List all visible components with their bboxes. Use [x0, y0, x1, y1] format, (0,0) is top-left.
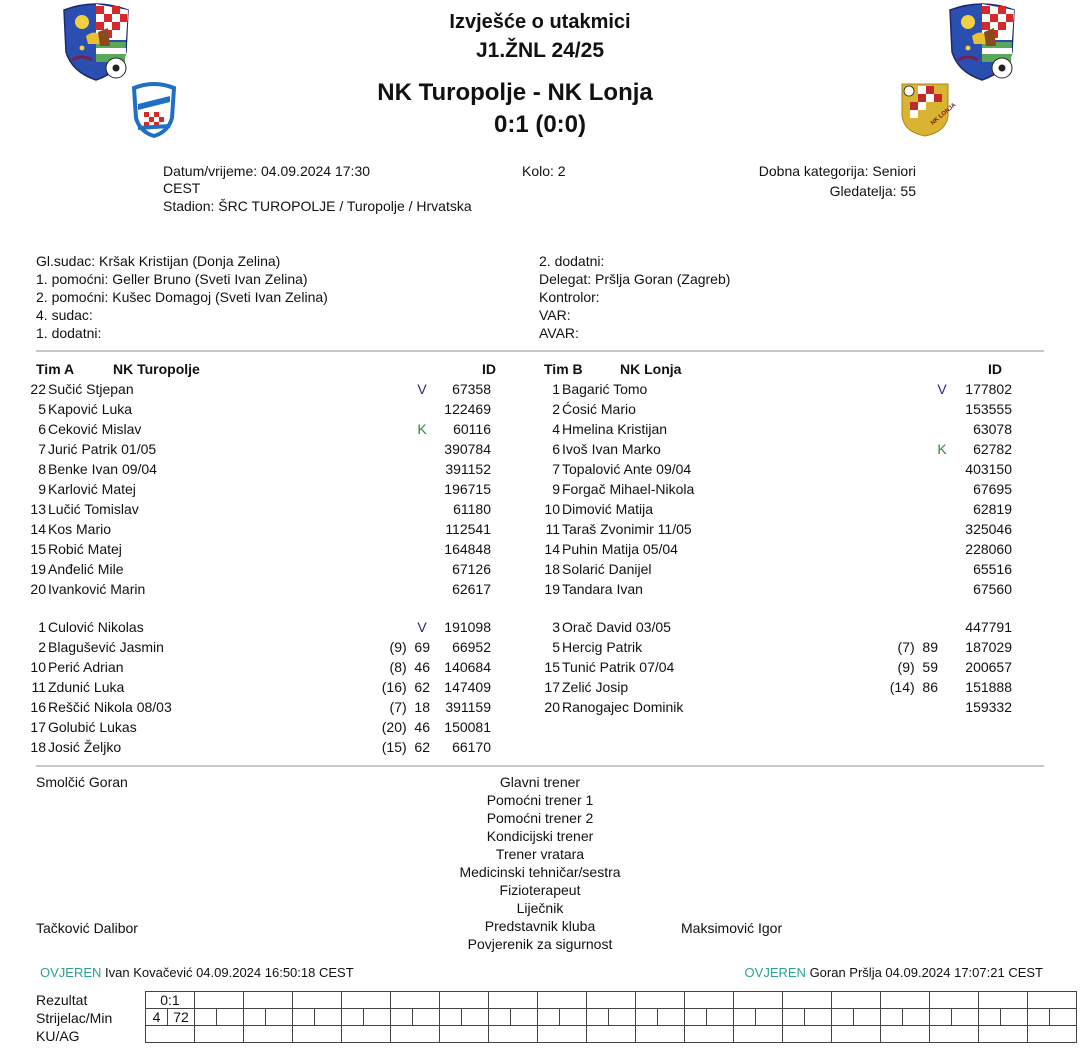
- result-cell: [733, 992, 782, 1009]
- player-row: [532, 479, 1012, 499]
- player-id: 63078: [973, 421, 1012, 437]
- staff-role: Predstavnik kluba: [484, 918, 596, 934]
- cards-cell: [929, 1026, 978, 1043]
- player-row: [532, 459, 1012, 479]
- result-cell: [243, 992, 292, 1009]
- substitution-info: (14) 86: [889, 679, 938, 695]
- player-number: 11: [31, 679, 46, 695]
- player-name: Solarić Danijel: [562, 561, 652, 577]
- scorer-cell: [243, 1009, 265, 1026]
- player-number: 7: [552, 461, 560, 477]
- scorer-cell: [488, 1009, 510, 1026]
- player-id: 325046: [965, 521, 1012, 537]
- scorer-cell: [537, 1009, 559, 1026]
- player-id: 196715: [444, 481, 491, 497]
- result-cell: [439, 992, 488, 1009]
- yellow-red-cards-label: KU/AG: [36, 1028, 80, 1044]
- player-name: Tunić Patrik 07/04: [562, 659, 675, 675]
- result-label: Rezultat: [36, 992, 88, 1008]
- cards-cell: [635, 1026, 684, 1043]
- scorer-minute-label: Strijelac/Min: [36, 1010, 113, 1026]
- player-id: 177802: [965, 381, 1012, 397]
- result-cell: [831, 992, 880, 1009]
- player-id: 200657: [965, 659, 1012, 675]
- result-cell: [586, 992, 635, 1009]
- player-number: 20: [30, 581, 46, 597]
- result-row: [146, 992, 1077, 1009]
- player-name: Ivanković Marin: [48, 581, 146, 597]
- staff-role: Glavni trener: [499, 774, 581, 790]
- cards-cell: [1027, 1026, 1076, 1043]
- minute-cell: [657, 1009, 684, 1026]
- cards-cell: [831, 1026, 880, 1043]
- player-number: 10: [544, 501, 560, 517]
- result-cell: 0:1: [146, 992, 195, 1009]
- player-row: [18, 717, 498, 737]
- player-number: 1: [552, 381, 560, 397]
- minute-cell: [1049, 1009, 1076, 1026]
- substitution-info: (7) 89: [897, 639, 938, 655]
- player-row: [532, 499, 1012, 519]
- match-score: 0:1 (0:0): [493, 111, 587, 138]
- home-club-representative: Tačković Dalibor: [36, 920, 138, 936]
- result-cell: [929, 992, 978, 1009]
- player-id: 447791: [965, 619, 1012, 635]
- player-name: Golubić Lukas: [48, 719, 137, 735]
- player-id: 391159: [445, 699, 491, 715]
- player-id: 187029: [965, 639, 1012, 655]
- match-round: Kolo: 2: [522, 163, 566, 179]
- player-row: [18, 479, 498, 499]
- player-number: 14: [544, 541, 560, 557]
- minute-cell: [902, 1009, 929, 1026]
- cards-cell: [341, 1026, 390, 1043]
- player-row: [18, 379, 498, 399]
- goalkeeper-marker: V: [937, 381, 947, 397]
- player-name: Kos Mario: [48, 521, 112, 537]
- player-row: [18, 499, 498, 519]
- substitution-info: (9) 59: [897, 659, 938, 675]
- player-number: 16: [30, 699, 46, 715]
- player-row: [18, 439, 498, 459]
- player-number: 14: [30, 521, 46, 537]
- player-id: 60116: [453, 421, 491, 437]
- result-cell: [635, 992, 684, 1009]
- staff-role: Pomoćni trener 2: [486, 810, 594, 826]
- scorer-cell: [390, 1009, 412, 1026]
- team-b-id-header: ID: [988, 361, 1002, 377]
- scorer-cell: [880, 1009, 902, 1026]
- minute-cell: 72: [168, 1009, 195, 1026]
- player-number: 5: [552, 639, 560, 655]
- player-row: [18, 399, 498, 419]
- player-number: 11: [545, 521, 560, 537]
- player-number: 6: [552, 441, 560, 457]
- scorer-cell: [292, 1009, 314, 1026]
- scorer-cell: [439, 1009, 461, 1026]
- player-name: Reščić Nikola 08/03: [48, 699, 172, 715]
- player-name: Ivoš Ivan Marko: [562, 441, 661, 457]
- match-teams: [0, 78, 1030, 108]
- goalkeeper-marker: V: [417, 381, 427, 397]
- minute-cell: [609, 1009, 636, 1026]
- player-number: 2: [552, 401, 560, 417]
- official-line: 2. pomoćni: Kušec Domagoj (Sveti Ivan Zelina): [36, 289, 328, 305]
- player-id: 67358: [452, 381, 491, 397]
- player-row: [532, 519, 1012, 539]
- player-row: [532, 617, 1012, 637]
- officials-left: [36, 252, 328, 342]
- age-category: Dobna kategorija: Seniori: [758, 163, 916, 179]
- player-id: 67695: [973, 481, 1012, 497]
- result-cell: [782, 992, 831, 1009]
- cards-cell: [488, 1026, 537, 1043]
- player-row: [532, 637, 1012, 657]
- result-cell: [341, 992, 390, 1009]
- team-a-label: Tim A: [36, 361, 75, 377]
- player-row: [18, 677, 498, 697]
- player-row: [532, 657, 1012, 677]
- scorer-cell: [978, 1009, 1000, 1026]
- svg-text:NK LONJA: NK LONJA: [930, 102, 958, 127]
- player-name: Zdunić Luka: [48, 679, 125, 695]
- substitution-info: (15) 62: [381, 739, 430, 755]
- player-name: Josić Željko: [48, 739, 122, 755]
- player-row: [532, 677, 1012, 697]
- team-a-name: NK Turopolje: [113, 361, 200, 377]
- player-name: Puhin Matija 05/04: [562, 541, 678, 557]
- player-name: Perić Adrian: [48, 659, 124, 675]
- player-name: Bagarić Tomo: [562, 381, 648, 397]
- player-name: Sučić Stjepan: [48, 381, 134, 397]
- scorer-cell: [586, 1009, 608, 1026]
- cards-cell: [537, 1026, 586, 1043]
- cards-cell: [586, 1026, 635, 1043]
- player-row: [532, 697, 1012, 717]
- player-name: Zelić Josip: [562, 679, 629, 695]
- attendance: Gledatelja: 55: [829, 183, 916, 199]
- minute-cell: [804, 1009, 831, 1026]
- staff-role: Povjerenik za sigurnost: [467, 936, 613, 952]
- scorer-cell: [684, 1009, 706, 1026]
- player-row: [532, 559, 1012, 579]
- result-cell: [684, 992, 733, 1009]
- result-cell: [292, 992, 341, 1009]
- player-id: 67560: [973, 581, 1012, 597]
- cards-cell: [390, 1026, 439, 1043]
- player-number: 9: [38, 481, 46, 497]
- official-line: 2. dodatni:: [539, 253, 605, 269]
- scorer-cell: [929, 1009, 951, 1026]
- player-name: Karlović Matej: [48, 481, 136, 497]
- cards-cell: [684, 1026, 733, 1043]
- player-name: Blagušević Jasmin: [48, 639, 164, 655]
- player-row: [18, 617, 498, 637]
- official-line: 1. dodatni:: [36, 325, 102, 341]
- player-number: 7: [38, 441, 46, 457]
- score-grid-labels: [36, 991, 112, 1045]
- player-number: 15: [30, 541, 46, 557]
- player-row: [18, 559, 498, 579]
- player-number: 10: [30, 659, 46, 675]
- team-b-label: Tim B: [544, 361, 583, 377]
- officials-right: [539, 252, 730, 342]
- teams-separator: -: [526, 79, 548, 106]
- cards-cell: [243, 1026, 292, 1043]
- cards-cell: [978, 1026, 1027, 1043]
- player-id: 159332: [965, 699, 1012, 715]
- home-head-coach: Smolčić Goran: [36, 774, 128, 790]
- team-b-name: NK Lonja: [620, 361, 682, 377]
- player-number: 20: [544, 699, 560, 715]
- cards-cell: [146, 1026, 195, 1043]
- player-id: 61180: [453, 501, 491, 517]
- scorer-cell: [194, 1009, 216, 1026]
- player-id: 65516: [973, 561, 1012, 577]
- player-number: 18: [30, 739, 46, 755]
- staff-role: Medicinski tehničar/sestra: [459, 864, 621, 880]
- player-number: 19: [30, 561, 46, 577]
- verified-status: OVJEREN: [40, 965, 102, 980]
- player-id: 153555: [965, 401, 1012, 417]
- minute-cell: [413, 1009, 440, 1026]
- official-line: Kontrolor:: [539, 289, 600, 305]
- player-number: 17: [544, 679, 560, 695]
- substitution-info: (16) 62: [381, 679, 430, 695]
- player-number: 3: [552, 619, 560, 635]
- result-cell: [537, 992, 586, 1009]
- player-row: [532, 419, 1012, 439]
- official-line: Delegat: Pršlja Goran (Zagreb): [539, 271, 731, 287]
- player-name: Jurić Patrik 01/05: [48, 441, 157, 457]
- score-grid: [145, 991, 1077, 1043]
- player-id: 151888: [965, 679, 1012, 695]
- away-verification: [745, 964, 1043, 981]
- player-id: 62617: [452, 581, 491, 597]
- minute-cell: [364, 1009, 391, 1026]
- cards-cell: [782, 1026, 831, 1043]
- player-name: Culović Nikolas: [48, 619, 144, 635]
- player-row: [532, 539, 1012, 559]
- cards-cell: [439, 1026, 488, 1043]
- team-a-id-header: ID: [482, 361, 496, 377]
- official-line: 4. sudac:: [36, 307, 93, 323]
- player-id: 390784: [444, 441, 491, 457]
- player-row: [18, 539, 498, 559]
- result-cell: [390, 992, 439, 1009]
- player-id: 122469: [444, 401, 491, 417]
- player-row: [532, 579, 1012, 599]
- home-team-name: NK Turopolje: [377, 79, 527, 106]
- player-row: [18, 579, 498, 599]
- player-id: 191098: [444, 619, 491, 635]
- captain-marker: K: [417, 421, 427, 437]
- player-row: [18, 419, 498, 439]
- official-line: 1. pomoćni: Geller Bruno (Sveti Ivan Zelina): [36, 271, 308, 287]
- minute-cell: [853, 1009, 880, 1026]
- player-name: Topalović Ante 09/04: [562, 461, 692, 477]
- substitution-info: (9) 69: [389, 639, 430, 655]
- minute-cell: [755, 1009, 782, 1026]
- player-number: 5: [38, 401, 46, 417]
- player-number: 9: [552, 481, 560, 497]
- player-number: 1: [38, 619, 46, 635]
- player-number: 13: [30, 501, 46, 517]
- minute-cell: [462, 1009, 489, 1026]
- player-id: 164848: [444, 541, 491, 557]
- scorer-row: [146, 1009, 1077, 1026]
- player-name: Tandara Ivan: [562, 581, 643, 597]
- substitution-info: (8) 46: [389, 659, 430, 675]
- player-id: 67126: [452, 561, 491, 577]
- home-verification: [40, 964, 354, 981]
- match-stadium: Stadion: ŠRC TUROPOLJE / Turopolje / Hrvatska: [163, 198, 472, 214]
- minute-cell: [217, 1009, 244, 1026]
- player-name: Ranogajec Dominik: [562, 699, 684, 715]
- divider: [36, 765, 1044, 767]
- player-name: Hercig Patrik: [562, 639, 643, 655]
- player-id: 112541: [445, 521, 491, 537]
- report-title: Izvješće o utakmici: [449, 11, 631, 33]
- player-id: 391152: [445, 461, 491, 477]
- staff-role: Fizioterapeut: [499, 882, 581, 898]
- player-name: Benke Ivan 09/04: [48, 461, 157, 477]
- player-number: 18: [544, 561, 560, 577]
- competition-name: J1.ŽNL 24/25: [475, 39, 605, 62]
- player-number: 19: [544, 581, 560, 597]
- player-id: 403150: [965, 461, 1012, 477]
- player-number: 17: [30, 719, 46, 735]
- cards-row: [146, 1026, 1077, 1043]
- player-name: Hmelina Kristijan: [562, 421, 668, 437]
- away-team-name: NK Lonja: [547, 79, 653, 106]
- staff-role: Kondicijski trener: [486, 828, 594, 844]
- official-line: AVAR:: [539, 325, 579, 341]
- player-name: Anđelić Mile: [48, 561, 124, 577]
- player-row: [18, 657, 498, 677]
- player-name: Ceković Mislav: [48, 421, 142, 437]
- player-id: 66170: [452, 739, 491, 755]
- player-row: [18, 459, 498, 479]
- staff-role: Pomoćni trener 1: [486, 792, 594, 808]
- verified-status: OVJEREN: [744, 965, 806, 980]
- staff-roles: [390, 773, 690, 953]
- away-club-representative: Maksimović Igor: [681, 920, 783, 936]
- cards-cell: [880, 1026, 929, 1043]
- player-name: Orač David 03/05: [562, 619, 671, 635]
- player-id: 228060: [965, 541, 1012, 557]
- scorer-cell: [341, 1009, 363, 1026]
- player-id: 62819: [973, 501, 1012, 517]
- result-cell: [978, 992, 1027, 1009]
- divider: [36, 350, 1044, 352]
- goalkeeper-marker: V: [417, 619, 427, 635]
- cards-cell: [194, 1026, 243, 1043]
- minute-cell: [1000, 1009, 1027, 1026]
- match-timezone: CEST: [163, 180, 201, 196]
- official-line: VAR:: [539, 307, 571, 323]
- player-row: [18, 637, 498, 657]
- minute-cell: [560, 1009, 587, 1026]
- player-name: Taraš Zvonimir 11/05: [562, 521, 692, 537]
- player-name: Forgač Mihael-Nikola: [562, 481, 695, 497]
- player-number: 2: [38, 639, 46, 655]
- minute-cell: [266, 1009, 293, 1026]
- result-cell: [194, 992, 243, 1009]
- player-row: [532, 439, 1012, 459]
- player-id: 62782: [973, 441, 1012, 457]
- cards-cell: [733, 1026, 782, 1043]
- match-datetime: Datum/vrijeme: 04.09.2024 17:30: [163, 163, 371, 179]
- player-number: 15: [544, 659, 560, 675]
- player-name: Lučić Tomislav: [48, 501, 139, 517]
- player-name: Dimović Matija: [562, 501, 654, 517]
- player-row: [532, 379, 1012, 399]
- minute-cell: [315, 1009, 342, 1026]
- scorer-cell: [635, 1009, 657, 1026]
- player-id: 150081: [444, 719, 491, 735]
- player-name: Ćosić Mario: [562, 401, 636, 417]
- player-row: [18, 697, 498, 717]
- player-id: 140684: [444, 659, 491, 675]
- player-name: Kapović Luka: [48, 401, 133, 417]
- player-number: 6: [38, 421, 46, 437]
- official-line: Gl.sudac: Kršak Kristijan (Donja Zelina): [36, 253, 281, 269]
- result-cell: [880, 992, 929, 1009]
- player-number: 8: [38, 461, 46, 477]
- staff-role: Trener vratara: [495, 846, 585, 862]
- minute-cell: [951, 1009, 978, 1026]
- player-id: 147409: [444, 679, 491, 695]
- result-cell: [1027, 992, 1076, 1009]
- player-row: [18, 519, 498, 539]
- substitution-info: (20) 46: [381, 719, 430, 735]
- home-verification-text: Ivan Kovačević 04.09.2024 16:50:18 CEST: [105, 965, 354, 980]
- minute-cell: [706, 1009, 733, 1026]
- result-cell: [488, 992, 537, 1009]
- player-row: [18, 737, 498, 757]
- player-number: 4: [552, 421, 560, 437]
- player-number: 22: [30, 381, 46, 397]
- substitution-info: (7) 18: [389, 699, 430, 715]
- scorer-cell: [1027, 1009, 1049, 1026]
- player-row: [532, 399, 1012, 419]
- captain-marker: K: [937, 441, 947, 457]
- player-id: 66952: [452, 639, 491, 655]
- player-name: Robić Matej: [48, 541, 122, 557]
- scorer-cell: [831, 1009, 853, 1026]
- cards-cell: [292, 1026, 341, 1043]
- scorer-cell: [733, 1009, 755, 1026]
- minute-cell: [511, 1009, 538, 1026]
- scorer-cell: [782, 1009, 804, 1026]
- away-verification-text: Goran Pršlja 04.09.2024 17:07:21 CEST: [809, 965, 1043, 980]
- scorer-cell: 4: [146, 1009, 168, 1026]
- staff-role: Liječnik: [516, 900, 564, 916]
